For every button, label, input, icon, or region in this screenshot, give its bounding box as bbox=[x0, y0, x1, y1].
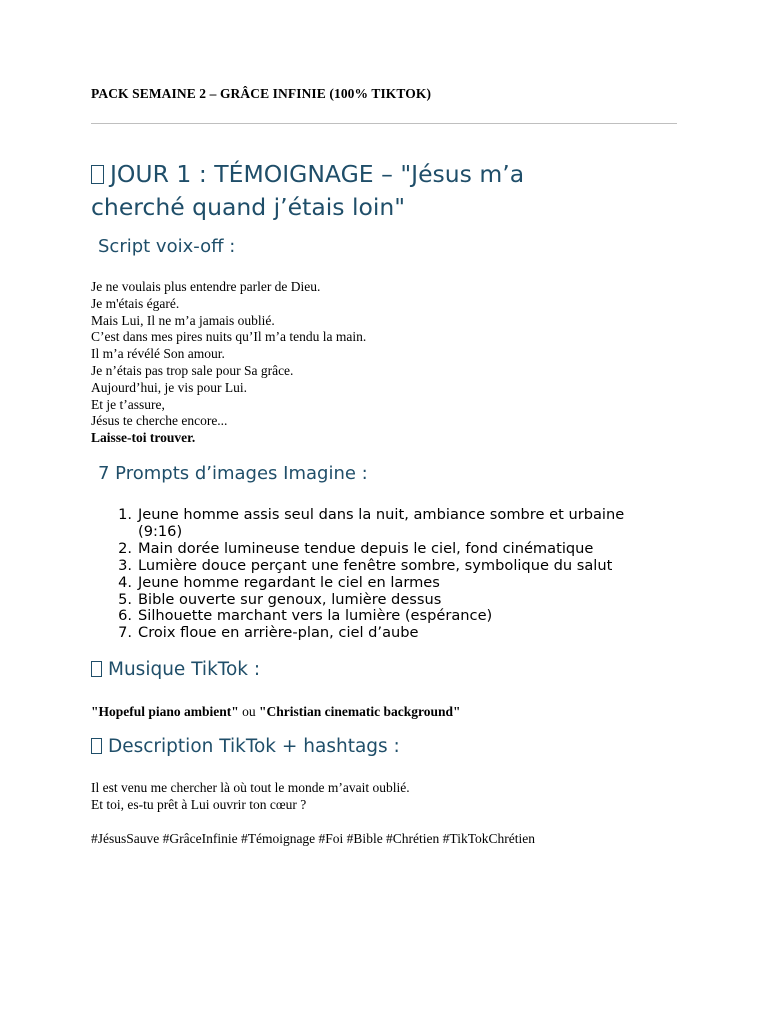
list-item-number: 1. bbox=[118, 506, 132, 523]
script-line: C’est dans mes pires nuits qu’Il m’a tendu la main. bbox=[91, 329, 367, 345]
list-item-number: 6. bbox=[118, 607, 132, 625]
script-line: Je n’étais pas trop sale pour Sa grâce. bbox=[91, 362, 294, 378]
list-item bbox=[112, 541, 672, 558]
music-suggestions bbox=[91, 704, 461, 720]
script-line: Mais Lui, Il ne m’a jamais oublié. bbox=[91, 312, 275, 328]
script-line: Aujourd’hui, je vis pour Lui. bbox=[91, 379, 247, 395]
day-heading-line2: cherché quand j’étais loin" bbox=[91, 193, 406, 221]
description-line: Et toi, es-tu prêt à Lui ouvrir ton cœur ? bbox=[91, 796, 307, 812]
script-line: Je m'étais égaré. bbox=[91, 295, 180, 311]
list-item bbox=[112, 507, 672, 541]
missing-glyph-icon bbox=[91, 165, 104, 184]
list-item-text: Jeune homme assis seul dans la nuit, ambiance sombre et urbaine bbox=[138, 506, 625, 523]
list-item bbox=[112, 625, 672, 642]
list-item-text-continued: (9:16) bbox=[138, 522, 183, 540]
list-item-text: Silhouette marchant vers la lumière (espérance) bbox=[138, 607, 493, 625]
list-item-number: 7. bbox=[118, 624, 132, 642]
list-item-number: 3. bbox=[118, 556, 132, 574]
list-item-number: 4. bbox=[118, 573, 132, 591]
script-heading: Script voix-off : bbox=[98, 236, 236, 257]
script-line: Il m’a révélé Son amour. bbox=[91, 346, 225, 362]
description-text bbox=[91, 780, 410, 814]
list-item-number: 5. bbox=[118, 590, 132, 608]
description-line: Il est venu me chercher là où tout le monde m’avait oublié. bbox=[91, 780, 410, 795]
list-item bbox=[112, 608, 672, 625]
missing-glyph-icon bbox=[91, 661, 102, 677]
list-item-text: Lumière douce perçant une fenêtre sombre, symbolique du salut bbox=[138, 556, 613, 574]
script-closing-line: Laisse-toi trouver. bbox=[91, 430, 196, 446]
script-line: Je ne voulais plus entendre parler de Dieu. bbox=[91, 279, 321, 294]
script-line: Et je t’assure, bbox=[91, 396, 165, 412]
list-item-number: 2. bbox=[118, 539, 132, 557]
hashtags-line: #JésusSauve #GrâceInfinie #Témoignage #Foi #Bible #Chrétien #TikTokChrétien bbox=[91, 831, 535, 846]
music-heading bbox=[91, 659, 260, 680]
list-item bbox=[112, 558, 672, 575]
music-option-1: "Hopeful piano ambient" bbox=[91, 704, 239, 719]
prompts-heading: 7 Prompts d’images Imagine : bbox=[98, 463, 368, 484]
description-heading-label: Description TikTok + hashtags : bbox=[108, 736, 400, 757]
list-item-text: Croix floue en arrière-plan, ciel d’aube bbox=[138, 624, 419, 642]
list-item-text: Bible ouverte sur genoux, lumière dessus bbox=[138, 590, 442, 608]
list-item-text: Jeune homme regardant le ciel en larmes bbox=[138, 573, 440, 591]
day-heading bbox=[91, 158, 691, 224]
day-heading-line1: JOUR 1 : TÉMOIGNAGE – "Jésus m’a bbox=[110, 160, 525, 188]
missing-glyph-icon bbox=[91, 738, 102, 754]
music-separator: ou bbox=[242, 704, 256, 719]
horizontal-divider bbox=[91, 123, 677, 124]
script-line: Jésus te cherche encore... bbox=[91, 413, 228, 429]
list-item bbox=[112, 575, 672, 592]
document-title: PACK SEMAINE 2 – GRÂCE INFINIE (100% TIKTOK) bbox=[91, 86, 432, 101]
music-heading-label: Musique TikTok : bbox=[108, 659, 261, 680]
prompts-list bbox=[112, 507, 672, 642]
description-heading bbox=[91, 736, 400, 757]
list-item-text: Main dorée lumineuse tendue depuis le ciel, fond cinématique bbox=[138, 539, 594, 557]
music-option-2: "Christian cinematic background" bbox=[259, 704, 461, 719]
script-text bbox=[91, 279, 366, 447]
list-item bbox=[112, 592, 672, 609]
